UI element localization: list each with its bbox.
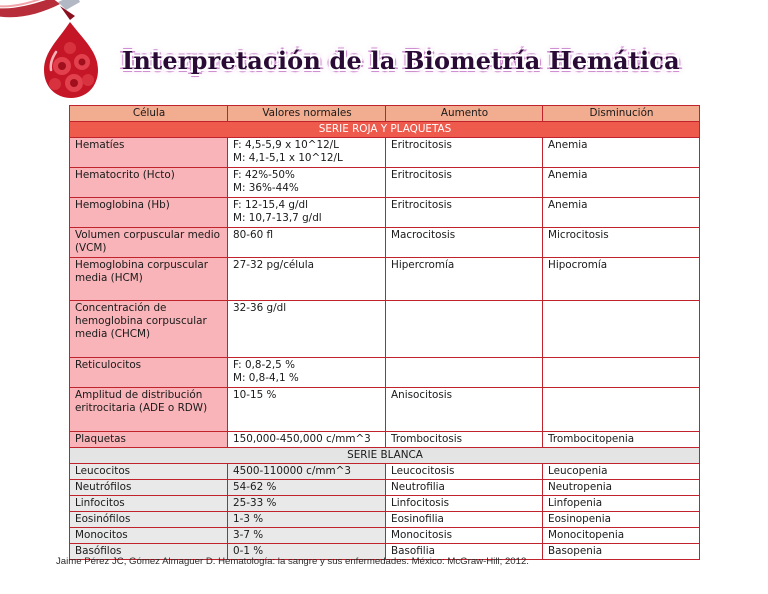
cell-name: Amplitud de distribución eritrocitaria (ADE o RDW) [70,388,228,432]
table-row [70,464,700,480]
table-row [70,480,700,496]
cell-name: Neutrófilos [70,480,228,496]
cell-normal: 27-32 pg/célula [228,258,386,301]
section-title-red: SERIE ROJA Y PLAQUETAS [70,122,700,138]
cell-increase: Eosinofilia [386,512,543,528]
blood-drop-logo-icon [0,0,120,104]
table-row [70,432,700,448]
cell-normal: 25-33 % [228,496,386,512]
table-row [70,496,700,512]
cell-increase: Hipercromía [386,258,543,301]
citation: Jaime Pérez JC, Gómez Almaguer D. Hematología: la sangre y sus enfermedades. México: McGraw-Hill; 2012. [56,556,529,567]
cell-decrease: Basopenia [543,544,700,560]
cell-decrease: Trombocitopenia [543,432,700,448]
table-row [70,168,700,198]
cell-decrease [543,388,700,432]
cell-name: Plaquetas [70,432,228,448]
cell-normal: 32-36 g/dl [228,301,386,358]
cell-name: Leucocitos [70,464,228,480]
normal-line: M: 4,1-5,1 x 10^12/L [233,152,343,164]
cell-normal [228,198,386,228]
cell-name: Reticulocitos [70,358,228,388]
cell-normal [228,168,386,198]
cell-decrease: Anemia [543,198,700,228]
table-row [70,301,700,358]
cell-increase: Macrocitosis [386,228,543,258]
cell-name: Hematíes [70,138,228,168]
cell-normal: 4500-110000 c/mm^3 [228,464,386,480]
page-title: Interpretación de la Biometría Hemática [122,46,680,75]
table-row [70,138,700,168]
table-row [70,388,700,432]
cell-increase [386,301,543,358]
cell-name: Linfocitos [70,496,228,512]
cell-decrease: Anemia [543,138,700,168]
cell-increase: Eritrocitosis [386,138,543,168]
cell-normal [228,358,386,388]
cell-increase: Neutrofilia [386,480,543,496]
normal-line: F: 12-15,4 g/dl [233,199,308,211]
table-row [70,228,700,258]
cell-normal: 1-3 % [228,512,386,528]
cell-normal: 0-1 % [228,544,386,560]
header-disminucion: Disminución [543,106,700,122]
cell-decrease: Microcitosis [543,228,700,258]
cell-normal [228,138,386,168]
cell-decrease [543,301,700,358]
cell-increase [386,358,543,388]
table-row [70,528,700,544]
cell-decrease: Leucopenia [543,464,700,480]
cell-increase: Leucocitosis [386,464,543,480]
cell-normal: 80-60 fl [228,228,386,258]
table-row [70,258,700,301]
header-valores-normales: Valores normales [228,106,386,122]
cell-name: Hemoglobina corpuscular media (HCM) [70,258,228,301]
table-row [70,198,700,228]
table-row [70,512,700,528]
cell-name: Hemoglobina (Hb) [70,198,228,228]
cell-decrease: Hipocromía [543,258,700,301]
cell-name: Monocitos [70,528,228,544]
cell-decrease: Monocitopenia [543,528,700,544]
cell-increase: Monocitosis [386,528,543,544]
section-row-white [70,448,700,464]
section-row-red [70,122,700,138]
cell-normal: 3-7 % [228,528,386,544]
normal-line: M: 36%-44% [233,182,299,194]
cell-decrease: Anemia [543,168,700,198]
cell-name: Eosinófilos [70,512,228,528]
biometria-table [69,105,700,560]
cell-decrease: Linfopenia [543,496,700,512]
cell-normal: 54-62 % [228,480,386,496]
normal-line: M: 0,8-4,1 % [233,372,299,384]
normal-line: F: 42%-50% [233,169,295,181]
header-aumento: Aumento [386,106,543,122]
cell-name: Hematocrito (Hcto) [70,168,228,198]
header-celula: Célula [70,106,228,122]
cell-decrease: Neutropenia [543,480,700,496]
cell-decrease: Eosinopenia [543,512,700,528]
normal-line: M: 10,7-13,7 g/dl [233,212,322,224]
cell-name: Basófilos [70,544,228,560]
cell-name: Volumen corpuscular medio (VCM) [70,228,228,258]
table-row [70,358,700,388]
cell-increase: Trombocitosis [386,432,543,448]
table-header-row [70,106,700,122]
normal-line: F: 4,5-5,9 x 10^12/L [233,139,339,151]
normal-line: F: 0,8-2,5 % [233,359,295,371]
cell-increase: Basofilia [386,544,543,560]
cell-increase: Linfocitosis [386,496,543,512]
cell-normal: 10-15 % [228,388,386,432]
cell-increase: Eritrocitosis [386,168,543,198]
cell-normal: 150,000-450,000 c/mm^3 [228,432,386,448]
cell-increase: Eritrocitosis [386,198,543,228]
cell-decrease [543,358,700,388]
section-title-white: SERIE BLANCA [70,448,700,464]
cell-name: Concentración de hemoglobina corpuscular media (CHCM) [70,301,228,358]
cell-increase: Anisocitosis [386,388,543,432]
